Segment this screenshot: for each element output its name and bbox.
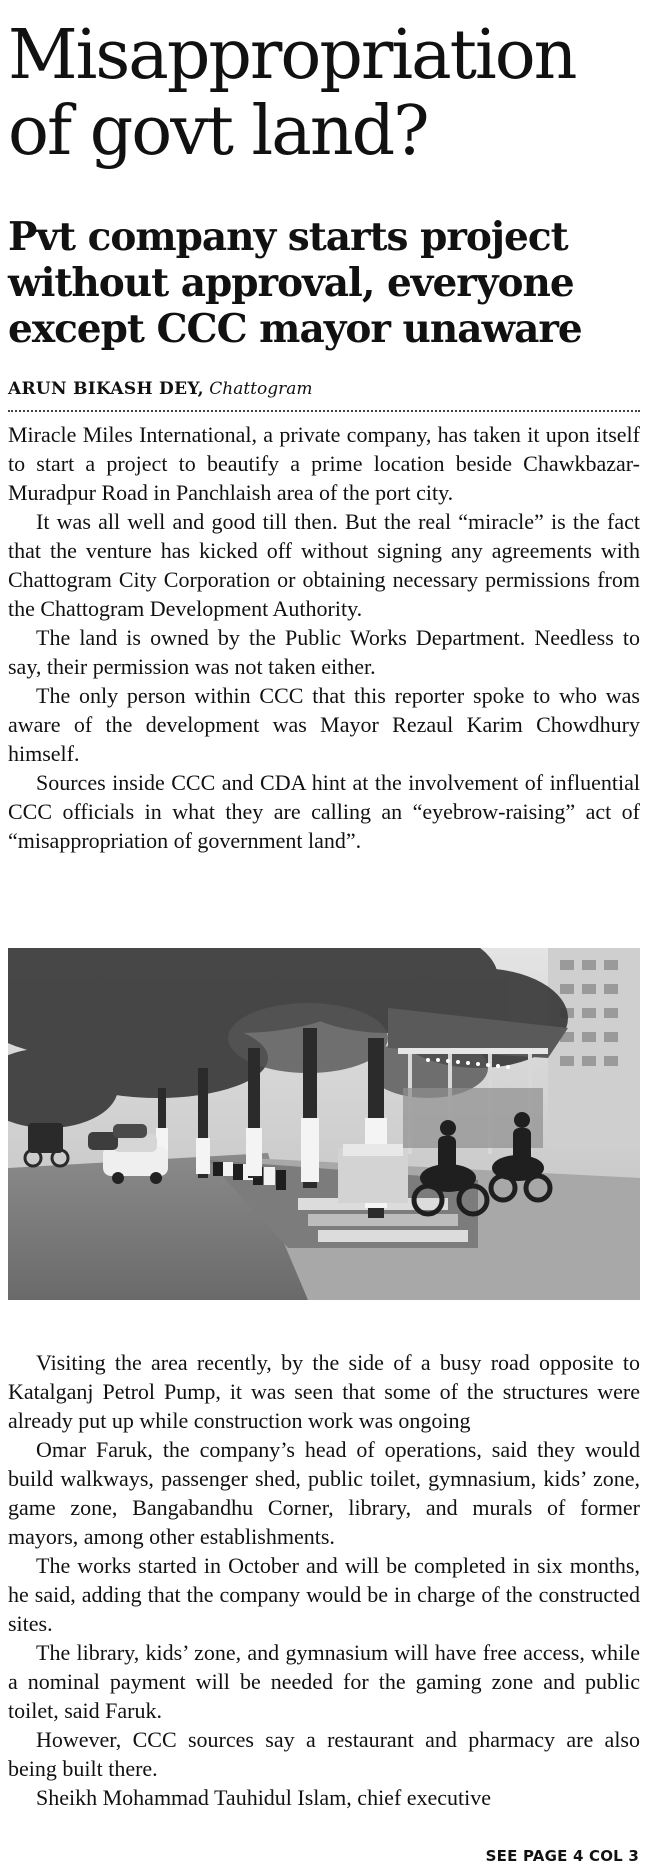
- article-body-top: [8, 420, 640, 855]
- paragraph: However, CCC sources say a restaurant and pharmacy are also being built there.: [8, 1727, 640, 1781]
- byline-divider: [8, 410, 640, 412]
- paragraph: The works started in October and will be completed in six months, he said, adding that the company would be in charge of the constructed sites.: [8, 1553, 640, 1636]
- paragraph: The only person within CCC that this reporter spoke to who was aware of the development was Mayor Rezaul Karim Chowdhury himself.: [8, 683, 640, 766]
- article-photo: [8, 948, 640, 1300]
- paragraph: Sheikh Mohammad Tauhidul Islam, chief executive: [36, 1785, 492, 1810]
- paragraph: Miracle Miles International, a private company, has taken it upon itself to start a project to beautify a prime location beside Chawkbazar-Muradpur Road in Panchlaish area of the port city.: [8, 422, 640, 505]
- byline-author: ARUN BIKASH DEY,: [8, 379, 204, 399]
- byline-location: Chattogram: [209, 379, 313, 399]
- paragraph: Omar Faruk, the company’s head of operations, said they would build walkways, passenger shed, public toilet, gymnasium, kids’ zone, game zone, Bangabandhu Corner, library, and murals of former mayors, among other establishments.: [8, 1437, 640, 1549]
- paragraph: The land is owned by the Public Works Department. Needless to say, their permission was not taken either.: [8, 625, 640, 679]
- article-body-bottom: [8, 1348, 640, 1812]
- byline: [8, 378, 640, 400]
- paragraph: Visiting the area recently, by the side of a busy road opposite to Katalganj Petrol Pump, it was seen that some of the structures were already put up while construction work was ongoing: [8, 1350, 640, 1433]
- paragraph: It was all well and good till then. But the real “miracle” is the fact that the venture has kicked off without signing any agreements with Chattogram City Corporation or obtaining necessary permissions from the Chattogram Development Authority.: [8, 509, 640, 621]
- paragraph: The library, kids’ zone, and gymnasium will have free access, while a nominal payment will be needed for the gaming zone and public toilet, said Faruk.: [8, 1640, 640, 1723]
- headline: Misappropriation of govt land?: [8, 16, 576, 171]
- paragraph: Sources inside CCC and CDA hint at the involvement of influential CCC officials in what they are calling an “eyebrow-raising” act of “misappropriation of government land”.: [8, 770, 640, 853]
- subheadline: Pvt company starts project without approval, everyone except CCC mayor unaware: [8, 214, 582, 352]
- continuation-jump-line: SEE PAGE 4 COL 3: [485, 1847, 639, 1865]
- street-scene-photo: [8, 948, 640, 1300]
